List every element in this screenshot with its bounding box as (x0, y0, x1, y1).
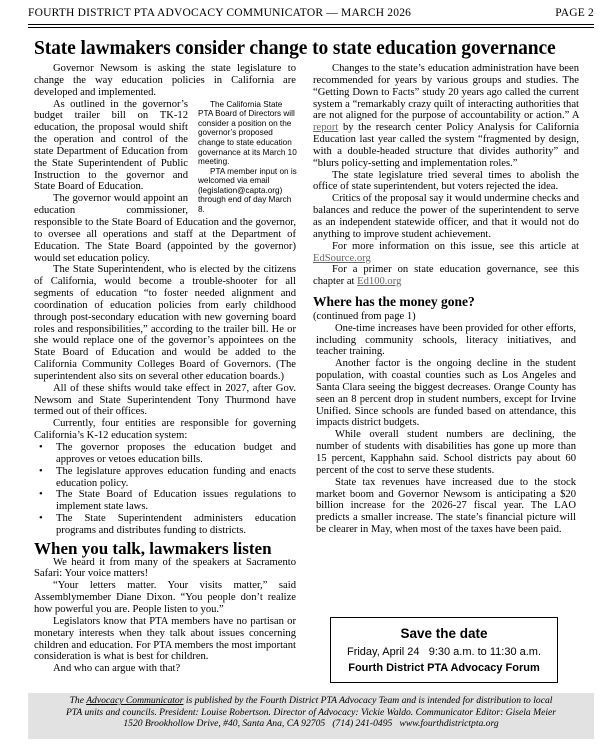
sidebar-text: PTA member input on is welcomed via email (legislation@capta.org) through end of day March 8. (198, 166, 297, 215)
governance-paragraph: As outlined in the governor’s budget trailer bill on TK-12 education, the proposal would shift the operation and control of the state Department of Education from the State Superintendent of Public Instruction to the governor and State Board of Education. (34, 98, 188, 193)
article-lawmakers-title: When you talk, lawmakers listen (34, 538, 272, 558)
page-header (28, 7, 594, 23)
lawmakers-paragraph: We heard it from many of the speakers at Sacramento Safari: Your voice matters! (34, 556, 296, 580)
save-the-date-box (330, 617, 558, 683)
entities-list (34, 442, 296, 537)
pta-position-sidebar (198, 100, 297, 215)
list-item: • The State Superintendent administers education programs and distributes funding to districts. (56, 513, 296, 537)
header-rule-secondary (28, 27, 594, 28)
money-paragraph: State tax revenues have increased due to the stock market boom and Governor Newsom is anticipating a $20 billion increase for the 2026-27 fiscal year. The LAO predicts a smaller increase. The state’s financial picture will be clearer in May, when most of the taxes have been paid. (316, 476, 576, 536)
governance-paragraph: For a primer on state education governance, see this chapter at Ed100.org (313, 264, 579, 288)
governance-paragraph: The state legislature tried several times to abolish the office of state superintendent, but voters rejected the idea. (313, 169, 579, 193)
money-paragraph: Another factor is the ongoing decline in the student population, with coastal counties such as Los Angeles and Santa Clara seeing the biggest decreases. Orange County has seen an 8 percent drop in student numbers, except for Irvine Unified. Since schools are funded based on attendance, this impacts district budgets. (316, 358, 576, 429)
save-date-title: Save the date (400, 626, 488, 641)
ed100-link[interactable]: Ed100.org (357, 276, 402, 288)
publication-name: Advocacy Communicator (86, 695, 184, 706)
lawmakers-paragraph: And who can argue with that? (53, 663, 181, 675)
article-governance-title: State lawmakers consider change to state education governance (34, 38, 556, 59)
governance-paragraph: The governor would appoint an education commissioner, responsible to the State Board of Education and the governor, to oversee all operations and staff at the Department of Education. The State Board (appointed by the governor) would set education policy. (34, 193, 296, 264)
governance-paragraph: Changes to the state’s education administration have been recommended for years by various groups and studies. The “Getting Down to Facts” study 20 years ago called the current system a “remarkably crazy quilt of interacting authorities that are not aligned for the purpose of accountability or action.” A report by the research center Policy Analysis for California Education last year called the system “fragmented by design, with a double-headed structure that divides authority” and “blurs policy-setting and implementation roles.” (313, 63, 579, 169)
footer-line: The Advocacy Communicator is published by the Fourth District PTA Advocacy Team and is intended for distribution to local (69, 695, 553, 706)
lawmakers-paragraph: “Your letters matter. Your visits matter,” said Assemblymember Diane Dixon. “You people don’t realize how powerful you are. People listen to you.” (34, 580, 296, 615)
article-money-title: Where has the money gone? (313, 294, 475, 310)
governance-paragraph: Critics of the proposal say it would undermine checks and balances and reduce the power of the superintendent to serve as an independent statewide officer, and that it would not do anything to improve student achievement. (313, 193, 579, 240)
list-item: • The governor proposes the education budget and approves or vetoes education bills. (56, 442, 296, 466)
lawmakers-paragraph: Legislators know that PTA members have no partisan or monetary interests when they talk about issues concerning children and education. For PTA members the most important consideration is what is best for children. (34, 615, 296, 663)
money-paragraph: One-time increases have been provided for other efforts, including community schools, literacy initiatives, and teacher training. (316, 322, 576, 358)
list-item: • The legislature approves education funding and enacts education policy. (56, 466, 296, 490)
edsource-link[interactable]: EdSource.org (313, 252, 371, 264)
governance-paragraph: For more information on this issue, see this article at EdSource.org (313, 240, 579, 264)
footer-line: PTA units and councils. President: Louise Robertson. Director of Advocacy: Vickie Waldo. Communicator Editor: Gisela Meier (65, 706, 557, 718)
pace-report-link[interactable]: report (313, 122, 339, 134)
governance-paragraph: Governor Newsom is asking the state legislature to change the way education policies in California are developed and implemented. (34, 63, 296, 98)
header-rule (28, 24, 594, 25)
newsletter-title: FOURTH DISTRICT PTA ADVOCACY COMMUNICATOR — MARCH 2026 (28, 7, 412, 19)
money-paragraph: While overall student numbers are declining, the number of students with disabilities has gone up more than 15 percent, Kapphahn said. School districts pay about 60 percent of the cost to serve these students. (316, 429, 576, 476)
list-item: • The State Board of Education issues regulations to implement state laws. (56, 489, 296, 513)
publication-footer (28, 693, 594, 739)
governance-paragraph: The State Superintendent, who is elected by the citizens of California, would become a trouble-shooter for all segments of education “to foster needed alignment and coordination of education policies from early childhood through post-secondary education with new governing board roles and responsibilities,” according to the trailer bill. He or she would replace one of the governor’s appointees on the State Board of Education and would be added to the California Community Colleges Board of Governors. (The superintendent also sits on several other education boards.) (34, 264, 296, 382)
continued-note: (continued from page 1) (313, 310, 416, 322)
page-number: PAGE 2 (555, 7, 594, 19)
footer-line: 1520 Brookhollow Drive, #40, Santa Ana, CA 92705 (714) 241-0495 www.fourthdistrictpta.org (123, 718, 499, 730)
governance-paragraph: All of these shifts would take effect in 2027, after Gov. Newsom and State Superintendent Tony Thurmond have termed out of their offices. (34, 382, 296, 418)
governance-paragraph: Currently, four entities are responsible for governing California’s K-12 education system: (34, 418, 296, 442)
right-column (313, 63, 579, 536)
sidebar-text: The California State PTA Board of Directors will consider a position on the governor’s proposed change to state education governance at its March 10 meeting. (198, 99, 297, 167)
left-column (34, 63, 296, 675)
save-date-event: Fourth District PTA Advocacy Forum (348, 662, 540, 674)
save-date-time: Friday, April 24 9:30 a.m. to 11:30 a.m. (346, 646, 542, 658)
